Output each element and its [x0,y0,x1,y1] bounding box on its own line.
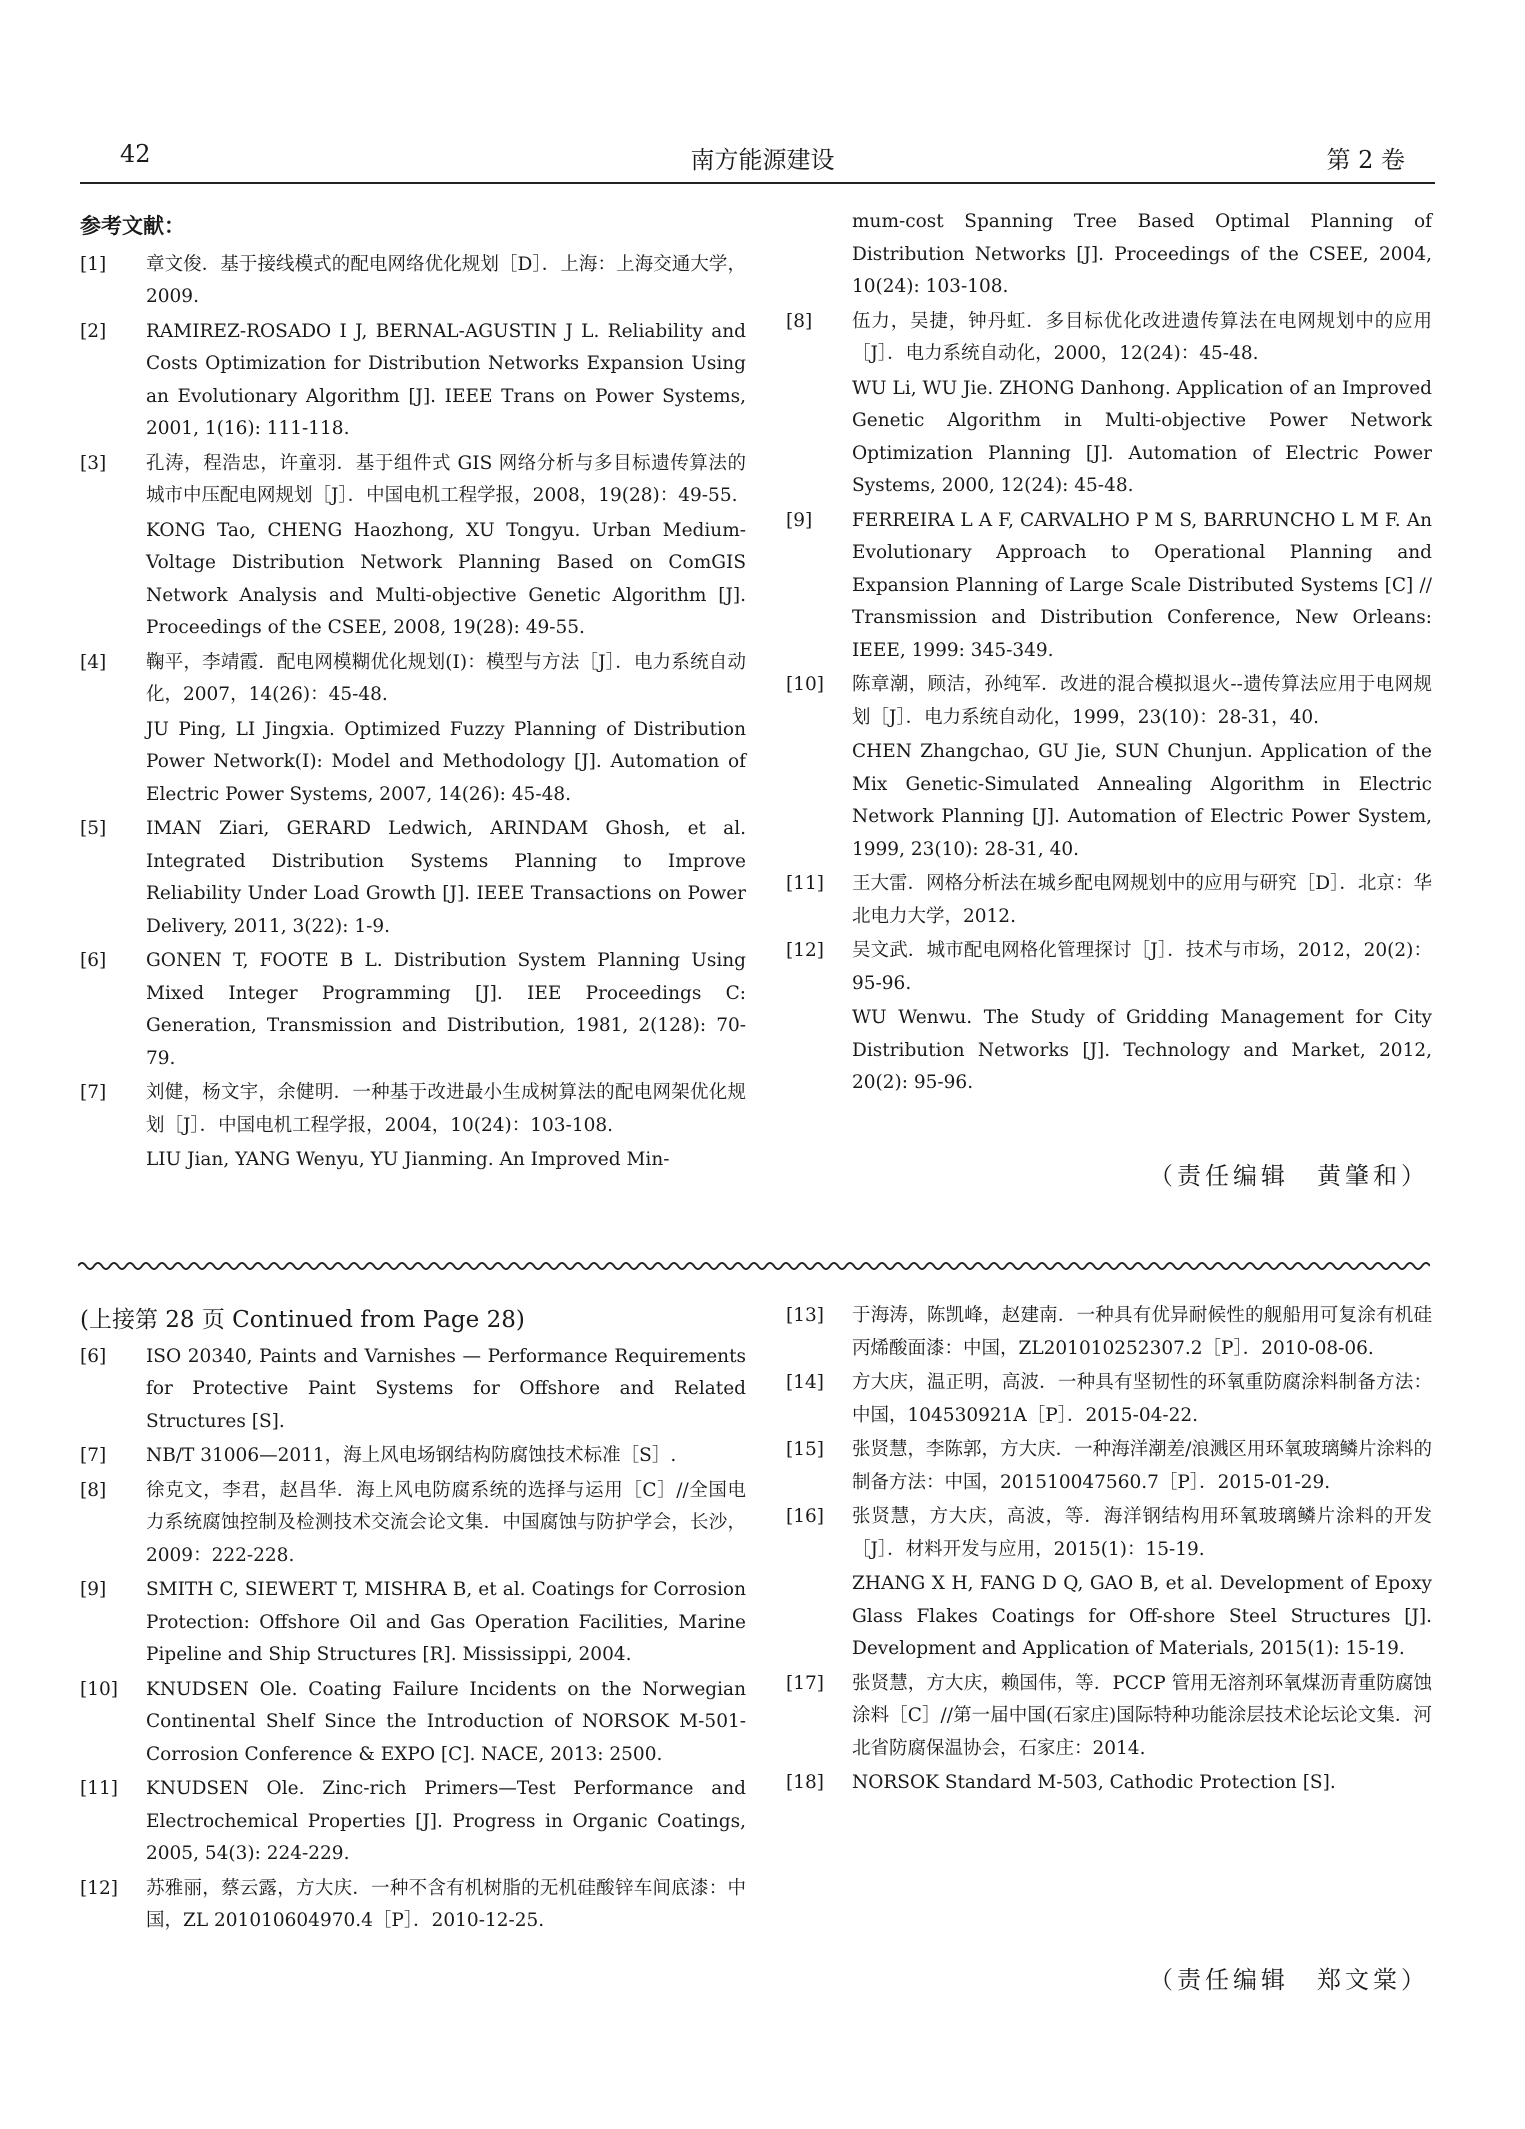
reference-number: [11] [786,873,824,894]
reference-item [786,1367,1432,1432]
reference-number: [9] [80,1579,107,1600]
section1-right-column [786,206,1432,1102]
reference-text: LIU Jian, YANG Wenyu, YU Jianming. An Improved Min- [146,1149,670,1170]
reference-number [786,1002,852,1100]
reference-text: 徐克文，李君，赵昌华．海上风电防腐系统的选择与运用［C］//全国电力系统腐蚀控制及检测技术交流会论文集．中国腐蚀与防护学会，长沙，2009：222-228. [146,1479,746,1566]
reference-item [786,1002,1432,1100]
reference-number: [14] [786,1372,824,1393]
wavy-divider [78,1258,1430,1274]
reference-item [80,945,746,1075]
reference-number: [7] [80,1445,107,1466]
reference-number: [3] [80,452,107,474]
reference-item [786,1300,1432,1365]
reference-number: [16] [786,1506,824,1527]
reference-text: 王大雷．网格分析法在城乡配电网规划中的应用与研究［D］．北京：华北电力大学，2012. [852,873,1432,927]
volume-label: 第 2 卷 [1326,146,1405,174]
reference-number: [10] [786,674,824,695]
reference-continuation: mum-cost Spanning Tree Based Optimal Planning of Distribution Networks [J]. Proceedings of the CSEE, 2004, 10(24): 103-108. [852,211,1432,297]
reference-number: [18] [786,1772,824,1793]
reference-text: WU Li, WU Jie. ZHONG Danhong. Application of an Improved Genetic Algorithm in Multi-objective Power Network Optimization Planning [J]. Automation of Electric Power Systems, 2000, 12(24): 45-48. [852,377,1432,496]
reference-number: [2] [80,320,107,342]
reference-item [786,736,1432,866]
continued-title: (上接第 28 页 Continued from Page 28) [80,1307,525,1333]
reference-item [80,1574,746,1672]
reference-item [80,813,746,943]
references-title: 参考文献： [80,213,185,238]
reference-item [80,515,746,645]
reference-number: [10] [80,1678,118,1700]
reference-text: 方大庆，温正明，高波．一种具有坚韧性的环氧重防腐涂料制备方法：中国，104530921A［P］．2015-04-22. [852,1372,1432,1426]
reference-item [80,714,746,812]
reference-number: [6] [80,950,107,971]
reference-text: FERREIRA L A F, CARVALHO P M S, BARRUNCHO L M F. An Evolutionary Approach to Operational Planning and Expansion Planning of Large Scale Distributed Systems [C] // Transmission and Distribution Conference, New Orleans: IEEE, 1999: 345-349. [852,509,1432,661]
reference-text: ISO 20340, Paints and Varnishes — Performance Requirements for Protective Paint Systems for Offshore and Related Structures [S]. [146,1345,746,1432]
reference-text: 张贤慧，方大庆，高波，等．海洋钢结构用环氧玻璃鳞片涂料的开发［J］．材料开发与应用，2015(1)：15-19. [852,1506,1432,1560]
reference-number: [6] [80,1345,107,1367]
reference-number: [17] [786,1672,824,1694]
reference-number: [1] [80,253,107,275]
reference-text: 刘健，杨文宇，余健明．一种基于改进最小生成树算法的配电网架优化规划［J］．中国电机工程学报，2004，10(24)：103-108. [146,1082,746,1136]
reference-number [786,736,852,866]
reference-item [786,935,1432,1000]
reference-item [786,373,1432,503]
reference-text: 章文俊．基于接线模式的配电网络优化规划［D］．上海：上海交通大学，2009. [146,253,746,307]
reference-text: 苏雅丽，蔡云露，方大庆．一种不含有机树脂的无机硅酸锌车间底漆：中国，ZL 201010604970.4［P］．2010-12-25. [146,1877,746,1931]
reference-number [786,1568,852,1666]
reference-number: [12] [80,1877,118,1899]
reference-text: CHEN Zhangchao, GU Jie, SUN Chunjun. Application of the Mix Genetic-Simulated Annealing Algorithm in Electric Network Planning [J]. Automation of Electric Power System, 1999, 23(10): 28-31, 40. [852,741,1432,860]
reference-item [80,316,746,446]
header-rule [80,182,1435,184]
reference-list [786,306,1432,1100]
reference-text: 孔涛，程浩忠，许童羽．基于组件式 GIS 网络分析与多目标遗传算法的城市中压配电网规划［J］．中国电机工程学报，2008，19(28)：49-55. [146,452,746,506]
reference-text: SMITH C, SIEWERT T, MISHRA B, et al. Coatings for Corrosion Protection: Offshore Oil and Gas Operation Facilities, Marine Pipeline and Ship Structures [R]. Mississippi, 2004. [146,1579,746,1665]
reference-item [786,505,1432,668]
reference-text: GONEN T, FOOTE B L. Distribution System Planning Using Mixed Integer Programming [J]. IEE Proceedings C: Generation, Transmission and Distribution, 1981, 2(128): 70-79. [146,950,746,1069]
section1-left-column [80,210,746,1179]
reference-number: [4] [80,651,107,673]
reference-item [80,647,746,712]
reference-number [80,714,146,812]
reference-text: 张贤慧，李陈郭，方大庆．一种海洋潮差/浪溅区用环氧玻璃鳞片涂料的制备方法：中国，201510047560.7［P］．2015-01-29. [852,1439,1432,1493]
reference-item [786,1767,1432,1800]
reference-item [786,669,1432,734]
editor-credit: （责任编辑 黄肇和） [1149,1162,1429,1190]
reference-item [80,1440,746,1473]
reference-text: 吴文武．城市配电网格化管理探讨［J］．技术与市场，2012，20(2)：95-96. [852,940,1432,994]
reference-number: [12] [786,940,824,961]
reference-item [786,1501,1432,1566]
journal-name: 南方能源建设 [690,146,835,174]
reference-text: 鞠平，李靖霞．配电网模糊优化规划(I)：模型与方法［J］．电力系统自动化，2007，14(26)：45-48. [146,651,746,705]
reference-number: [8] [786,310,813,332]
reference-item [786,1434,1432,1499]
reference-item [80,1077,746,1142]
reference-number: [5] [80,818,107,839]
running-header [120,140,1405,180]
reference-number: [7] [80,1082,107,1103]
reference-text: 于海涛，陈凯峰，赵建南．一种具有优异耐候性的舰船用可复涂有机硅丙烯酸面漆：中国，ZL201010252307.2［P］．2010-08-06. [852,1305,1432,1359]
reference-item [786,1668,1432,1766]
reference-item [80,1674,746,1772]
reference-number: [8] [80,1479,107,1501]
editor-credit: （责任编辑 郑文棠） [1149,1966,1429,1994]
reference-text: RAMIREZ-ROSADO I J, BERNAL-AGUSTIN J L. Reliability and Costs Optimization for Distribution Networks Expansion Using an Evolutionary Algorithm [J]. IEEE Trans on Power Systems, 2001, 1(16): 111-118. [146,320,746,439]
reference-text: KONG Tao, CHENG Haozhong, XU Tongyu. Urban Medium-Voltage Distribution Network Planning Based on ComGIS Network Analysis and Multi-objective Genetic Algorithm [J]. Proceedings of the CSEE, 2008, 19(28): 49-55. [146,519,746,638]
reference-item [80,1475,746,1573]
reference-text: NORSOK Standard M-503, Cathodic Protection [S]. [852,1772,1336,1793]
section2-left-column [80,1304,746,1940]
page-number: 42 [120,140,151,168]
reference-item [80,1773,746,1871]
reference-item [786,868,1432,933]
reference-text: 张贤慧，方大庆，赖国伟，等．PCCP 管用无溶剂环氧煤沥青重防腐蚀涂料［C］//第一届中国(石家庄)国际特种功能涂层技术论坛论文集．河北省防腐保温协会，石家庄：2014. [852,1672,1432,1759]
reference-item [786,1568,1432,1666]
reference-text: IMAN Ziari, GERARD Ledwich, ARINDAM Ghosh, et al. Integrated Distribution Systems Planning to Improve Reliability Under Load Growth [J]. IEEE Transactions on Power Delivery, 2011, 3(22): 1-9. [146,818,746,937]
reference-number [786,373,852,503]
reference-text: JU Ping, LI Jingxia. Optimized Fuzzy Planning of Distribution Power Network(I): Model and Methodology [J]. Automation of Electric Power Systems, 2007, 14(26): 45-48. [146,718,746,805]
reference-text: WU Wenwu. The Study of Gridding Management for City Distribution Networks [J]. Technology and Market, 2012, 20(2): 95-96. [852,1007,1432,1093]
reference-number: [15] [786,1439,824,1460]
reference-text: KNUDSEN Ole. Coating Failure Incidents on the Norwegian Continental Shelf Since the Introduction of NORSOK M-501-Corrosion Conference & EXPO [C]. NACE, 2013: 2500. [146,1678,746,1765]
reference-number [80,1144,146,1177]
reference-number: [11] [80,1778,118,1799]
reference-list [80,1341,746,1938]
section2-right-column [786,1300,1432,1802]
reference-list [80,249,746,1177]
reference-text: 伍力，吴捷，钟丹虹．多目标优化改进遗传算法在电网规划中的应用［J］．电力系统自动化，2000，12(24)：45-48. [852,310,1432,364]
reference-text: NB/T 31006—2011，海上风电场钢结构防腐蚀技术标准［S］. [146,1445,677,1466]
reference-item [80,1341,746,1439]
reference-list [786,1300,1432,1800]
reference-text: KNUDSEN Ole. Zinc-rich Primers—Test Performance and Electrochemical Properties [J]. Progress in Organic Coatings, 2005, 54(3): 224-229. [146,1778,746,1864]
reference-item [80,249,746,314]
reference-number: [9] [786,509,813,531]
reference-item [786,306,1432,371]
reference-item [80,1144,746,1177]
reference-item [80,1873,746,1938]
reference-number: [13] [786,1305,824,1326]
reference-item [80,448,746,513]
reference-text: ZHANG X H, FANG D Q, GAO B, et al. Development of Epoxy Glass Flakes Coatings for Off-shore Steel Structures [J]. Development and Application of Materials, 2015(1): 15-19. [852,1573,1432,1659]
reference-text: 陈章潮，顾洁，孙纯军．改进的混合模拟退火--遗传算法应用于电网规划［J］．电力系统自动化，1999，23(10)：28-31，40. [852,674,1432,728]
reference-number [80,515,146,645]
